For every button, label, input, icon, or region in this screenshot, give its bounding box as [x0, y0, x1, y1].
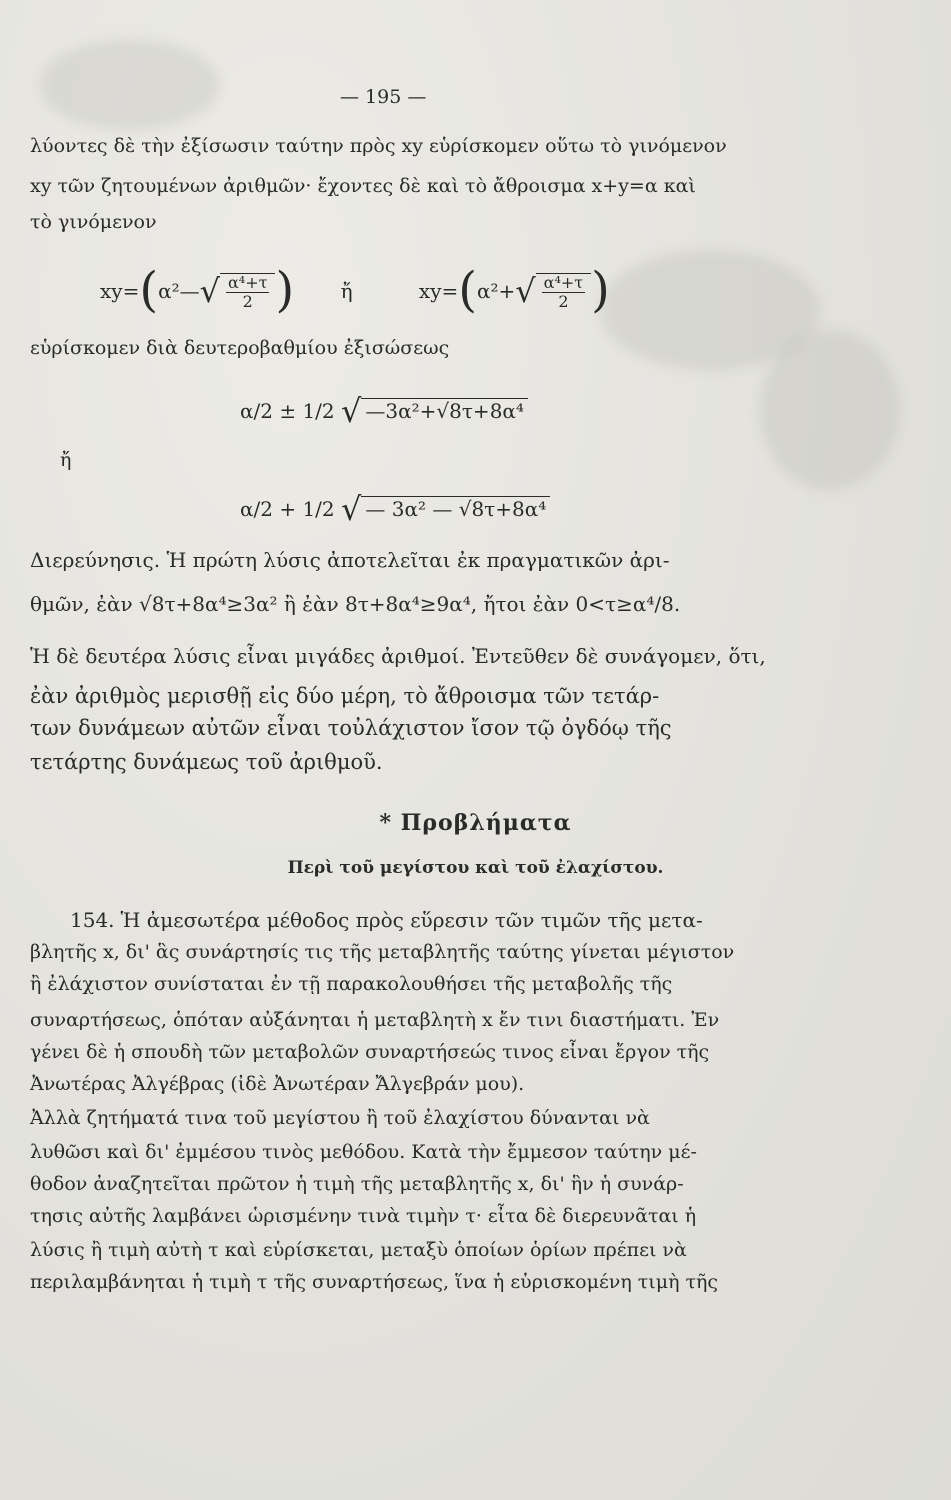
denominator: 2 [558, 292, 569, 311]
paren-open: ( [458, 262, 477, 318]
text-line: τετάρτης δυνάμεως τοῦ ἀριθμοῦ. [30, 750, 383, 774]
formula-root-1 [240, 392, 528, 430]
formula-part: α/2 ± 1/2 [240, 399, 335, 423]
text-line: βλητῆς x, δι' ἃς συνάρτησίς τις τῆς μεταβλητῆς ταύτης γίνεται μέγιστον [30, 941, 735, 963]
text-line: Ἀλλὰ ζητήματά τινα τοῦ μεγίστου ἢ τοῦ ἐλαχίστου δύνανται νὰ [30, 1107, 650, 1129]
radical-sign: √ [341, 392, 362, 430]
paren-close: ) [275, 262, 295, 318]
radical-sign: √ [199, 272, 220, 310]
radical-sign: √ [341, 490, 362, 528]
paren-close: ) [591, 262, 610, 318]
text-line: τὸ γινόμενον [30, 211, 157, 233]
text-line: εὑρίσκομεν διὰ δευτεροβαθμίου ἐξισώσεως [30, 337, 450, 359]
formula-root-2 [240, 490, 550, 528]
formula-part: xy= [418, 279, 459, 303]
formula-product [100, 262, 610, 318]
paren-open: ( [139, 262, 159, 318]
section-heading: * Προβλήματα [379, 810, 572, 836]
text-line: περιλαμβάνηται ἡ τιμὴ τ τῆς συναρτήσεως, ἵνα ἡ εὑρισκομένη τιμὴ τῆς [30, 1271, 719, 1293]
fraction [542, 274, 585, 311]
fraction [226, 274, 269, 311]
text-line: λύοντες δὲ τὴν ἐξίσωσιν ταύτην πρὸς xy εὑρίσκομεν οὕτω τὸ γινόμενον [30, 135, 727, 157]
paragraph-number: 154. [70, 908, 115, 932]
radicand: — 3α² — √8τ+8α⁴ [361, 496, 550, 521]
section-subheading: Περὶ τοῦ μεγίστου καὶ τοῦ ἐλαχίστου. [287, 858, 664, 878]
radicand: —3α²+√8τ+8α⁴ [361, 398, 528, 423]
text-line: συναρτήσεως, ὁπόταν αὐξάνηται ἡ μεταβλητὴ x ἔν τινι διαστήματι. Ἐν [30, 1009, 720, 1031]
or-word: ἤ [340, 279, 353, 303]
numerator: α⁴+τ [228, 273, 268, 292]
text-line: ἐὰν ἀριθμὸς μερισθῇ εἰς δύο μέρη, τὸ ἄθροισμα τῶν τετάρ- [30, 684, 660, 708]
text-line: θοδον ἀναζητεῖται πρῶτον ἡ τιμὴ τῆς μεταβλητῆς x, δι' ἣν ἡ συνάρ- [30, 1173, 684, 1195]
or-label: ἤ [60, 449, 72, 471]
text-span: Ἡ ἀμεσωτέρα μέθοδος πρὸς εὕρεσιν τῶν τιμῶν τῆς μετα- [120, 908, 703, 932]
denominator: 2 [242, 292, 253, 311]
paper-stain [760, 330, 900, 490]
text-line: Ἡ δὲ δευτέρα λύσις εἶναι μιγάδες ἀριθμοί. Ἐντεῦθεν δὲ συνάγομεν, ὅτι, [30, 644, 766, 668]
text-line: λύσις ἢ τιμὴ αὐτὴ τ καὶ εὑρίσκεται, μεταξὺ ὁποίων ὁρίων πρέπει νὰ [30, 1239, 687, 1261]
formula-part: α²+ [477, 279, 516, 303]
text-line: xy τῶν ζητουμένων ἀριθμῶν· ἔχοντες δὲ καὶ τὸ ἄθροισμα x+y=α καὶ [30, 175, 696, 197]
text-line: ἢ ἐλάχιστον συνίσταται ἐν τῇ παρακολουθήσει τῆς μεταβολῆς τῆς [30, 973, 673, 995]
text-line: θμῶν, ἐὰν √8τ+8α⁴≥3α² ἢ ἐὰν 8τ+8α⁴≥9α⁴, ἤτοι ἐὰν 0<τ≥α⁴/8. [30, 592, 681, 616]
radical-sign: √ [515, 272, 536, 310]
text-line: λυθῶσι καὶ δι' ἐμμέσου τινὸς μεθόδου. Κατὰ τὴν ἔμμεσον ταύτην μέ- [30, 1141, 697, 1163]
paper-stain [40, 40, 220, 130]
text-line [70, 908, 703, 932]
text-line: Ἀνωτέρας Ἀλγέβρας (ἰδὲ Ἀνωτέραν Ἄλγεβράν μου). [30, 1073, 525, 1095]
text-line: τησις αὐτῆς λαμβάνει ὡρισμένην τινὰ τιμὴν τ· εἶτα δὲ διερευνᾶται ἡ [30, 1205, 697, 1227]
text-line: των δυνάμεων αὐτῶν εἶναι τοὐλάχιστον ἴσον τῷ ὀγδόῳ τῆς [30, 716, 672, 740]
formula-part: α/2 + 1/2 [240, 497, 335, 521]
text-line: γένει δὲ ἡ σπουδὴ τῶν μεταβολῶν συναρτήσεώς τινος εἶναι ἔργον τῆς [30, 1041, 710, 1063]
formula-part: xy= [100, 279, 140, 303]
numerator: α⁴+τ [543, 273, 584, 292]
page-number: — 195 — [340, 86, 427, 108]
formula-part: α²— [158, 279, 200, 303]
text-line: Διερεύνησις. Ἡ πρώτη λύσις ἀποτελεῖται ἐκ πραγματικῶν ἀρι- [30, 548, 670, 572]
